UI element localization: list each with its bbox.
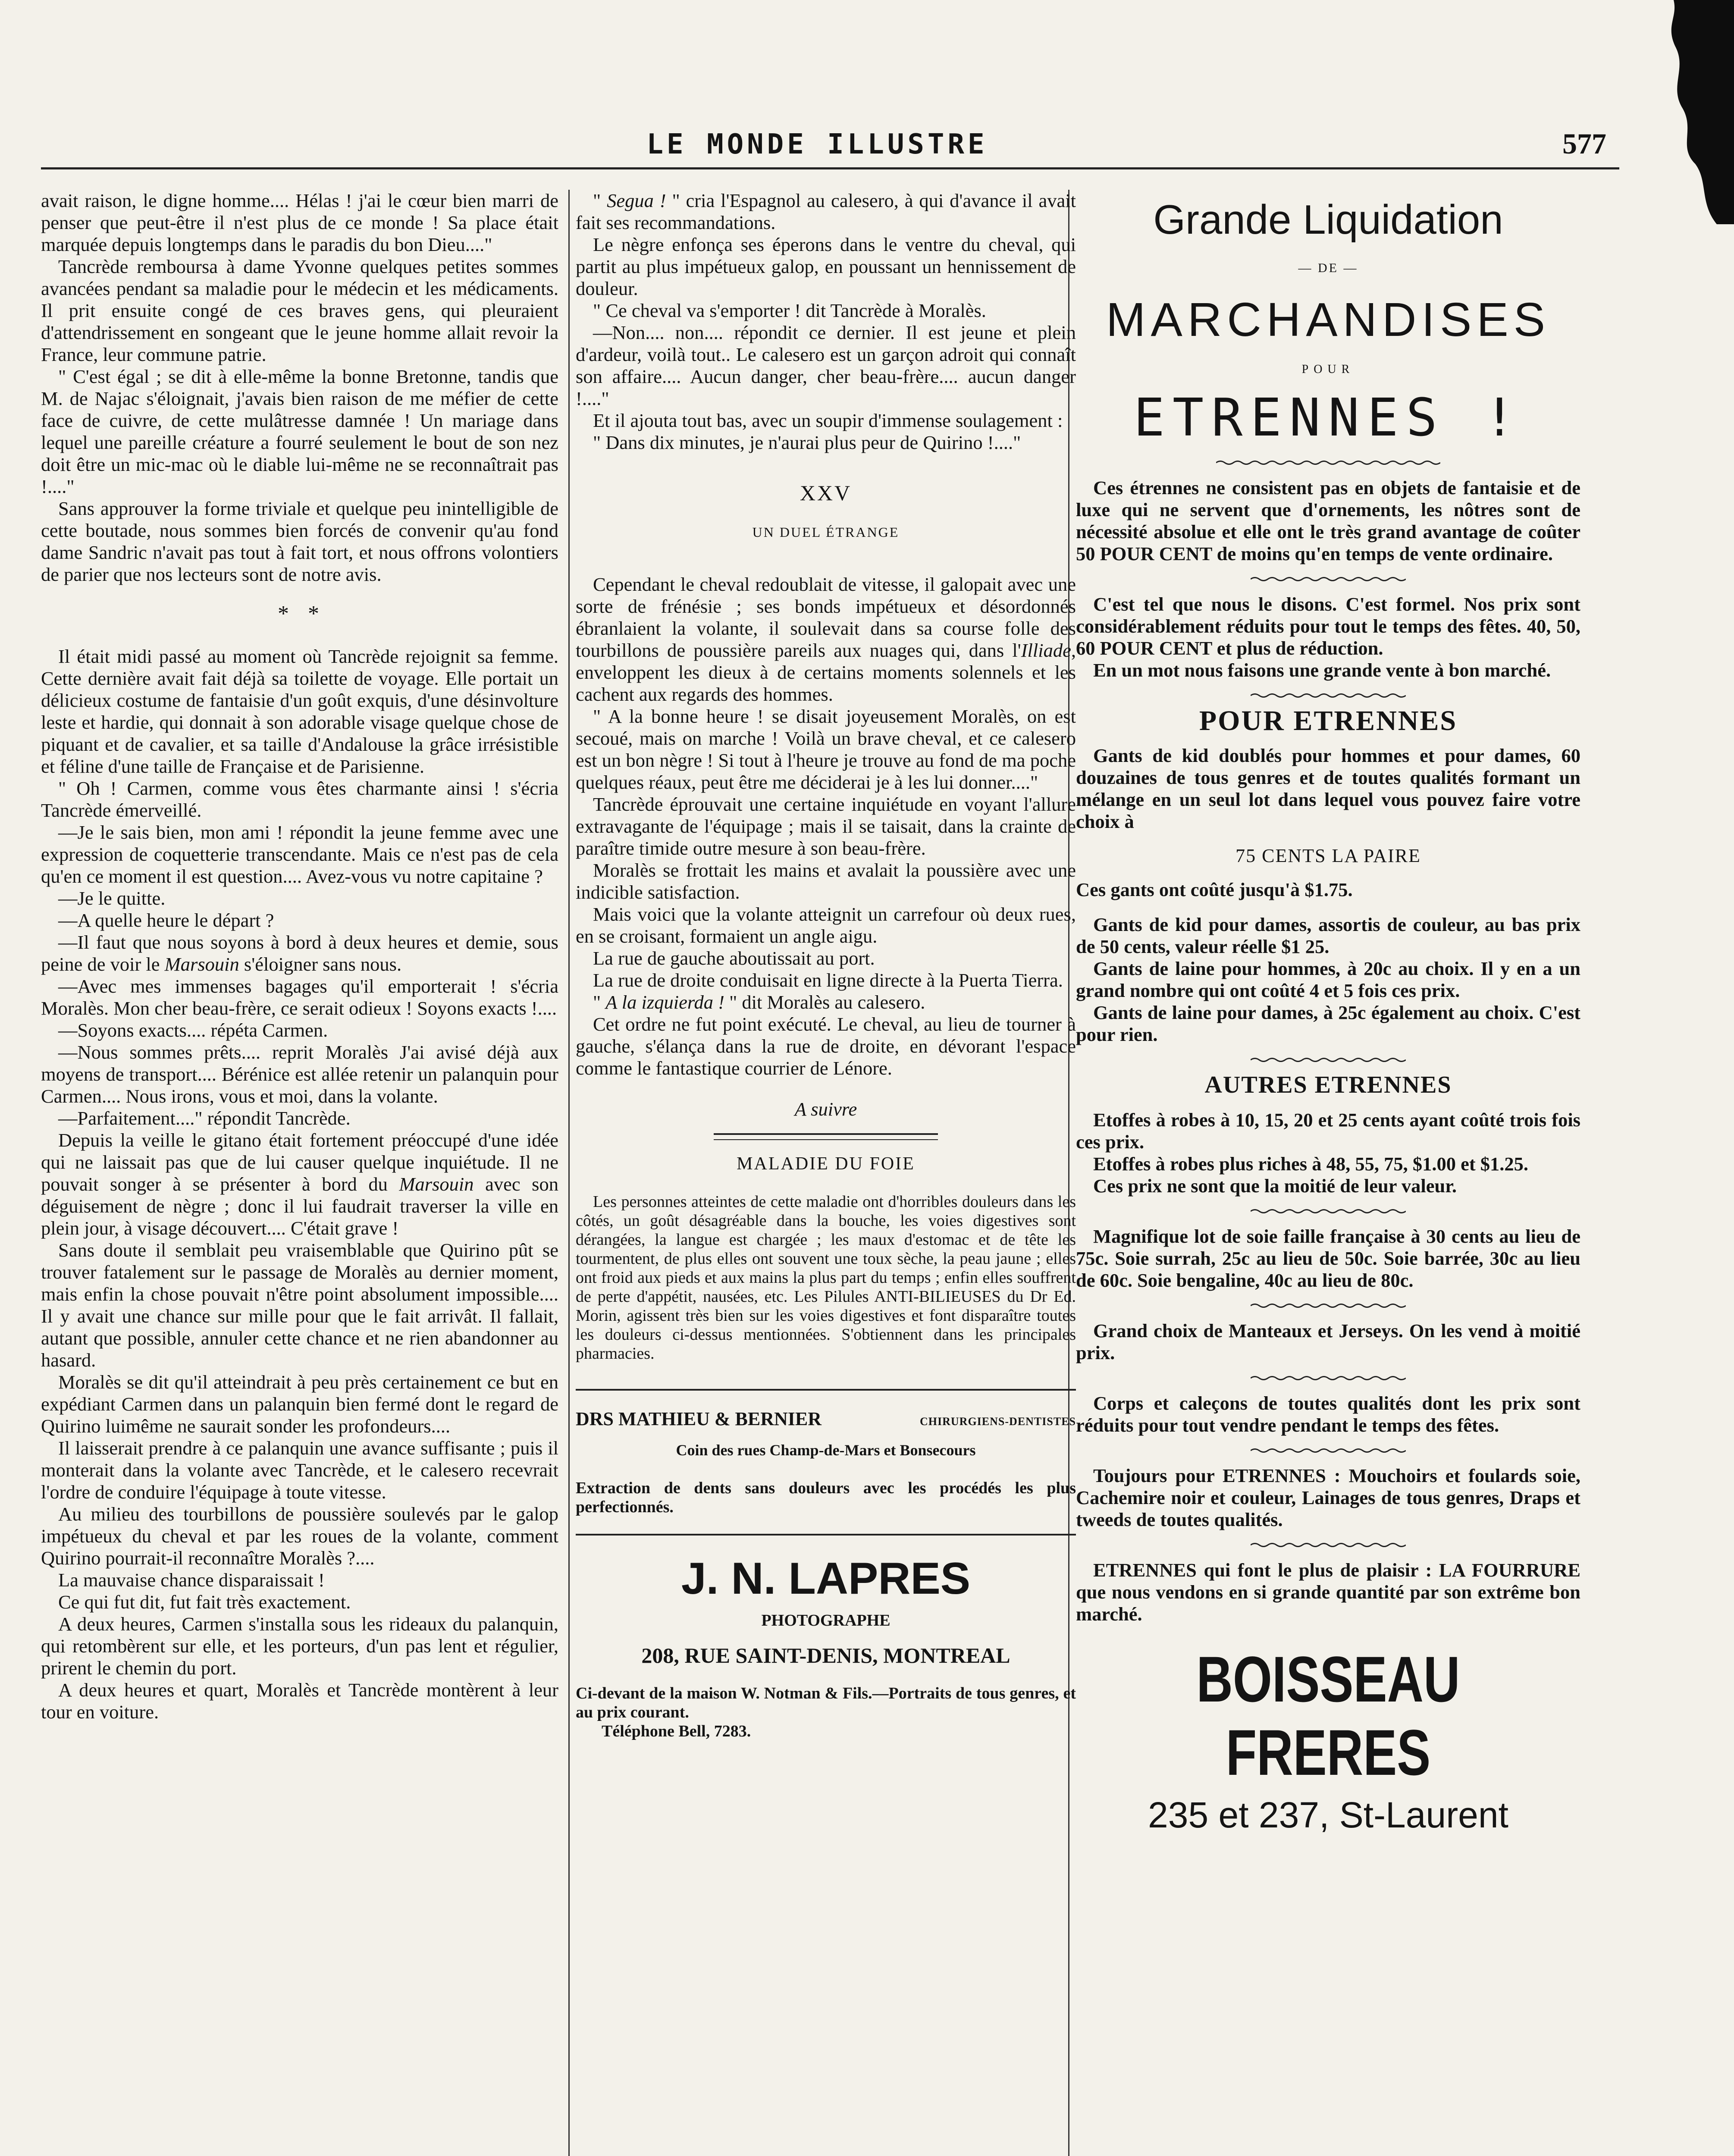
italic-text: Marsouin: [164, 953, 239, 975]
paragraph: Et il ajouta tout bas, avec un soupir d'immense soulagement :: [593, 410, 1063, 431]
paragraph: La mauvaise chance disparaissait !: [58, 1569, 325, 1591]
italic-text: Marsouin: [399, 1173, 474, 1195]
ad-pour: POUR: [1301, 363, 1355, 376]
paragraph: Tancrède éprouvait une certaine inquiétude en voyant l'allure extravagante de l'équipage ; mais il se taisait, dans la crainte de paraître timide outre mesure à son beau-frère.: [576, 793, 1076, 859]
column-middle: [576, 190, 1076, 1741]
paragraph: Tancrède remboursa à dame Yvonne quelques petites sommes avancées pendant sa maladie pour le médecin et les médicaments. Il prit ensuite congé de ces braves gens, qui pleuraient d'attendrissement en songeant que le jeune homme allait revoir la France, leur commune patrie.: [41, 256, 558, 365]
paragraph: A deux heures, Carmen s'installa sous les rideaux du palanquin, qui retombèrent sur elle, et les porteurs, d'un pas lent et régulier, prirent le chemin du port.: [41, 1613, 558, 1679]
page-header: [41, 127, 1606, 163]
ad-price: 75 CENTS LA PAIRE: [1235, 845, 1421, 866]
chapter-number: XXV: [800, 481, 852, 505]
lapres-title: PHOTOGRAPHE: [761, 1611, 891, 1630]
paragraph: " Ce cheval va s'emporter ! dit Tancrède à Moralès.: [593, 300, 986, 321]
ad-rule: [576, 1389, 1076, 1391]
wavy-divider: [1251, 1303, 1406, 1309]
column-right: [1076, 190, 1580, 1836]
italic-text: Illiade: [1021, 639, 1071, 661]
dentists-name: DRS MATHIEU & BERNIER: [576, 1408, 822, 1429]
paragraph: Il laisserait prendre à ce palanquin une avance suffisante ; puis il monterait dans la volante avec Tancrède, et le calesero recevrait l'ordre de conduire l'équipage à toute vitesse.: [41, 1437, 558, 1503]
paragraph: —Non.... non.... répondit ce dernier. Il est jeune et plein d'ardeur, voilà tout.. Le calesero est un garçon adroit qui connaît son affaire.... Aucun danger, cher beau-frère.... aucun danger !....": [576, 322, 1076, 409]
newspaper-title: LE MONDE ILLUSTRE: [646, 128, 988, 160]
paragraph: [576, 190, 1076, 234]
paragraph: Cet ordre ne fut point exécuté. Le cheval, au lieu de tourner à gauche, s'élança dans la rue de droite, en dévorant l'espace comme le fantastique courrier de Lénore.: [576, 1013, 1076, 1079]
ad-paragraph: Gants de laine pour dames, à 25c également au choix. C'est pour rien.: [1076, 1002, 1580, 1045]
to-be-continued: A suivre: [794, 1098, 857, 1120]
paragraph: [41, 931, 558, 975]
ad-paragraph: ETRENNES qui font le plus de plaisir : LA FOURRURE que nous vendons en si grande quantité par son extrême bon marché.: [1076, 1559, 1580, 1625]
ad-paragraph: Gants de laine pour hommes, à 20c au choix. Il y en a un grand nombre qui ont coûté 4 et 5 fois ces prix.: [1076, 958, 1580, 1001]
paragraph: Moralès se frottait les mains et avalait la poussière avec une indicible satisfaction.: [576, 859, 1076, 903]
ad-etrennes: ETRENNES !: [1133, 388, 1523, 448]
ad-liquidation: [1076, 194, 1580, 1836]
wavy-divider: [1251, 1375, 1406, 1381]
paragraph: Le nègre enfonça ses éperons dans le ventre du cheval, qui partit au plus impétueux galop, en poussant un hennissement de douleur.: [576, 234, 1076, 299]
ad-paragraph: Magnifique lot de soie faille française à 30 cents au lieu de 75c. Soie surrah, 25c au lieu de 50c. Soie barrée, 30c au lieu de 60c. Soie bengaline, 40c au lieu de 80c.: [1076, 1225, 1580, 1291]
ad-paragraph: Gants de kid pour dames, assortis de couleur, au bas prix de 50 cents, valeur réelle $1 25.: [1076, 914, 1580, 957]
paragraph: —Parfaitement...." répondit Tancrède.: [58, 1107, 351, 1129]
wavy-divider: [1251, 1208, 1406, 1214]
text-run: avec son déguisement de nègre ; donc il lui faudrait traverser la ville en plein jour, à visage découvert.... C'était grave !: [41, 1173, 558, 1239]
lapres-phone: Téléphone Bell, 7283.: [602, 1722, 751, 1740]
ad-subheading: POUR ETRENNES: [1199, 705, 1458, 736]
lapres-text: Ci-devant de la maison W. Notman & Fils.—Portraits de tous genres, et au prix courant.: [576, 1684, 1076, 1721]
paragraph: [576, 573, 1076, 705]
column-left: [41, 190, 558, 1723]
text-run: Depuis la veille le gitano était fortement préoccupé d'une idée qui ne laissait pas que de lui causer quelque inquiétude. Il ne pouvait songer à se présenter à bord du: [41, 1129, 558, 1195]
paragraph: " Oh ! Carmen, comme vous êtes charmante ainsi ! s'écria Tancrède émerveillé.: [41, 777, 558, 821]
ad-paragraph: En un mot nous faisons une grande vente à bon marché.: [1093, 659, 1551, 681]
ad-boisseau-freres: BOISSEAU FRERES: [1196, 1643, 1460, 1789]
paragraph: " C'est égal ; se dit à elle-même la bonne Bretonne, tandis que M. de Najac s'éloignait, j'avais bien raison de me méfier de cette face de cuivre, de cette mulâtresse damnée ! Un mariage dans lequel une pareille créature a fourré seulement le bout de son nez doit être un mic-mac où le diable lui-même ne se reconnaîtrait pas !....": [41, 366, 558, 497]
paragraph: —Je le quitte.: [58, 887, 166, 909]
ad-lapres: [576, 1553, 1076, 1741]
ad-boisseau-address: 235 et 237, St-Laurent: [1148, 1795, 1508, 1835]
wavy-divider: [1216, 460, 1440, 466]
paragraph: La rue de gauche aboutissait au port.: [593, 947, 875, 969]
lapres-name: J. N. LAPRES: [681, 1554, 971, 1604]
ad-subheading: AUTRES ETRENNES: [1204, 1072, 1452, 1098]
ad-paragraph: Ces prix ne sont que la moitié de leur valeur.: [1093, 1175, 1457, 1197]
ad-marchandises: MARCHANDISES: [1106, 293, 1551, 346]
paragraph: —A quelle heure le départ ?: [58, 909, 274, 931]
paragraph: Il était midi passé au moment où Tancrède rejoignit sa femme. Cette dernière avait fait déjà sa toilette de voyage. Elle portait un délicieux costume de fantaisie d'un goût exquis, d'une désinvolture leste et hardie, qui donnait à son adorable visage quelque chose de piquant et de cavalier, et sa taille d'Andalouse la grâce irrésistible et féline d'une taille de Française et de Parisienne.: [41, 646, 558, 777]
ad-maladie-title: MALADIE DU FOIE: [737, 1154, 915, 1174]
paragraph: Mais voici que la volante atteignit un carrefour où deux rues, en se croisant, formaient un angle aigu.: [576, 903, 1076, 947]
double-rule: [714, 1133, 938, 1140]
text-run: —Il faut que nous soyons à bord à deux heures et demie, sous peine de voir le: [41, 931, 558, 975]
paragraph: —Avec mes immenses bagages qu'il emporterait ! s'écria Moralès. Mon cher beau-frère, ce serait odieux ! Soyons exacts !....: [41, 975, 558, 1019]
ad-paragraph: C'est tel que nous le disons. C'est formel. Nos prix sont considérablement réduits pour tout le temps des fêtes. 40, 50, 60 POUR CENT et plus de réduction.: [1076, 593, 1580, 659]
italic-text: A la izquierda !: [605, 991, 724, 1013]
ad-paragraph: Etoffes à robes à 10, 15, 20 et 25 cents ayant coûté trois fois ces prix.: [1076, 1109, 1580, 1153]
ad-paragraph: Grand choix de Manteaux et Jerseys. On les vend à moitié prix.: [1076, 1320, 1580, 1363]
text-run: ": [593, 991, 606, 1013]
wavy-divider: [1251, 693, 1406, 699]
paragraph: —Nous sommes prêts.... reprit Moralès J'ai avisé déjà aux moyens de transport.... Bérénice est allée retenir un palanquin pour Carmen.... Nous irons, vous et moi, dans la volante.: [41, 1041, 558, 1107]
section-separator-stars: * *: [278, 602, 322, 626]
text-run: , enveloppent les dieux à de certains moments solennels et les cachent aux regards des hommes.: [576, 639, 1076, 705]
wavy-divider: [1251, 1542, 1406, 1548]
wavy-divider: [1251, 576, 1406, 582]
ad-maladie-text: Les personnes atteintes de cette maladie ont d'horribles douleurs dans les côtés, un goût désagréable dans la bouche, les voies digestives sont dérangées, la langue est chargée ; les maux d'estomac et de tête les tourmentent, de plus elles ont souvent une toux sèche, la peau jaune ; elles ont froid aux pieds et aux mains la plus part du temps ; enfin elles souffrent de perte d'appétit, nausées, etc. Les Pilules ANTI-BILIEUSES du Dr Ed. Morin, agissent très bien sur les voies digestives et font disparaître toutes les douleurs ci-dessus mentionnées. S'obtiennent dans les principales pharmacies.: [576, 1193, 1076, 1363]
text-run: ": [593, 190, 607, 211]
ad-dentists: [576, 1408, 1076, 1517]
paragraph: A deux heures et quart, Moralès et Tancrède montèrent à leur tour en voiture.: [41, 1679, 558, 1723]
paragraph: Au milieu des tourbillons de poussière soulevés par le galop impétueux du cheval et par les roues de la volante, comment Quirino pourrait-il reconnaître Moralès ?....: [41, 1503, 558, 1569]
chapter-title: UN DUEL ÉTRANGE: [752, 524, 900, 540]
wavy-divider: [1251, 1057, 1406, 1063]
ad-headline: Grande Liquidation: [1153, 197, 1503, 243]
header-rule: [41, 167, 1619, 169]
italic-text: Segua !: [607, 190, 666, 211]
text-run: Cependant le cheval redoublait de vitesse, il galopait avec une sorte de frénésie ; ses bonds impétueux et désordonnés ébranlaient la volante, il soulevait dans sa course folle des tourbillons de poussière pareils aux nuages qui, dans l': [576, 573, 1076, 661]
paragraph: Moralès se dit qu'il atteindrait à peu près certainement ce but en expédiant Carmen dans un palanquin bien fermé dont le regard de Quirino luimême ne saurait sonder les profondeurs....: [41, 1371, 558, 1437]
ink-blot-top-right: [1635, 0, 1734, 224]
paragraph: Ce qui fut dit, fut fait très exactement.: [58, 1591, 351, 1613]
ad-de: — DE —: [1298, 261, 1358, 275]
dentists-address: Coin des rues Champ-de-Mars et Bonsecours: [676, 1442, 976, 1459]
ad-paragraph: Toujours pour ETRENNES : Mouchoirs et foulards soie, Cachemire noir et couleur, Lainages de tous genres, Draps et tweeds de toutes qualités.: [1076, 1465, 1580, 1530]
paragraph: [41, 1129, 558, 1239]
text-run: " cria l'Espagnol au calesero, à qui d'avance il avait fait ses recommandations.: [576, 190, 1076, 233]
ad-paragraph: Corps et caleçons de toutes qualités dont les prix sont réduits pour tout vendre pendant le temps des fêtes.: [1076, 1392, 1580, 1436]
paragraph: La rue de droite conduisait en ligne directe à la Puerta Tierra.: [593, 969, 1063, 991]
page-number: 577: [1562, 127, 1606, 160]
paragraph: " Dans dix minutes, je n'aurai plus peur de Quirino !....": [593, 432, 1021, 453]
ad-paragraph: Gants de kid doublés pour hommes et pour dames, 60 douzaines de tous genres et de toutes qualités formant un mélange en un seul lot dans lequel vous pouvez faire votre choix à: [1076, 745, 1580, 832]
paragraph: " A la bonne heure ! se disait joyeusement Moralès, on est secoué, mais on marche ! Voilà un brave cheval, et ce calesero est un bon nègre ! Si tout à l'heure je trouve au fond de ma poche quelques réaux, peut être me déciderai je à les lui donner....": [576, 705, 1076, 793]
ad-rule: [576, 1534, 1076, 1536]
column-divider-1: [568, 190, 570, 2156]
paragraph: —Je le sais bien, mon ami ! répondit la jeune femme avec une expression de coquetterie transcendante. Mais ce n'est pas de cela qu'en ce moment il est question.... Avez-vous vu notre capitaine ?: [41, 821, 558, 887]
ad-paragraph: Etoffes à robes plus riches à 48, 55, 75, $1.00 et $1.25.: [1093, 1153, 1529, 1175]
paragraph: Sans approuver la forme triviale et quelque peu inintelligible de cette boutade, nous sommes bien forcés de convenir qu'au fond dame Sandric n'avait pas tout à fait tort, et nous offrons volontiers de parier que nos lecteurs sont de notre avis.: [41, 498, 558, 585]
paragraph: avait raison, le digne homme.... Hélas ! j'ai le cœur bien marri de penser que peut-être il n'est plus de ce monde ! Sa place était marquée depuis longtemps dans le paradis du bon Dieu....": [41, 190, 558, 255]
ad-intro: Ces étrennes ne consistent pas en objets de fantaisie et de luxe qui ne servent que d'ornements, les nôtres sont de nécessité absolue et elle ont le très grand avantage de coûter 50 POUR CENT de moins qu'en temps de vente ordinaire.: [1076, 477, 1580, 564]
paragraph: [576, 991, 1076, 1013]
lapres-address: 208, RUE SAINT-DENIS, MONTREAL: [641, 1643, 1010, 1667]
paragraph: Sans doute il semblait peu vraisemblable que Quirino pût se trouver fatalement sur le passage de Moralès au dernier moment, mais enfin la chose pouvait n'être point absolument impossible.... Il y avait une chance sur mille pour que le fait arrivât. Il fallait, autant que possible, annuler cette chance et ne rien abandonner au hasard.: [41, 1239, 558, 1371]
paragraph: —Soyons exacts.... répéta Carmen.: [58, 1019, 328, 1041]
text-run: s'éloigner sans nous.: [239, 953, 402, 975]
dentists-text: Extraction de dents sans douleurs avec les procédés les plus perfectionnés.: [576, 1479, 1076, 1516]
text-run: " dit Moralès au calesero.: [724, 991, 925, 1013]
wavy-divider: [1251, 1448, 1406, 1454]
dentists-title: CHIRURGIENS-DENTISTES: [920, 1415, 1076, 1428]
ad-paragraph: Ces gants ont coûté jusqu'à $1.75.: [1076, 879, 1353, 900]
